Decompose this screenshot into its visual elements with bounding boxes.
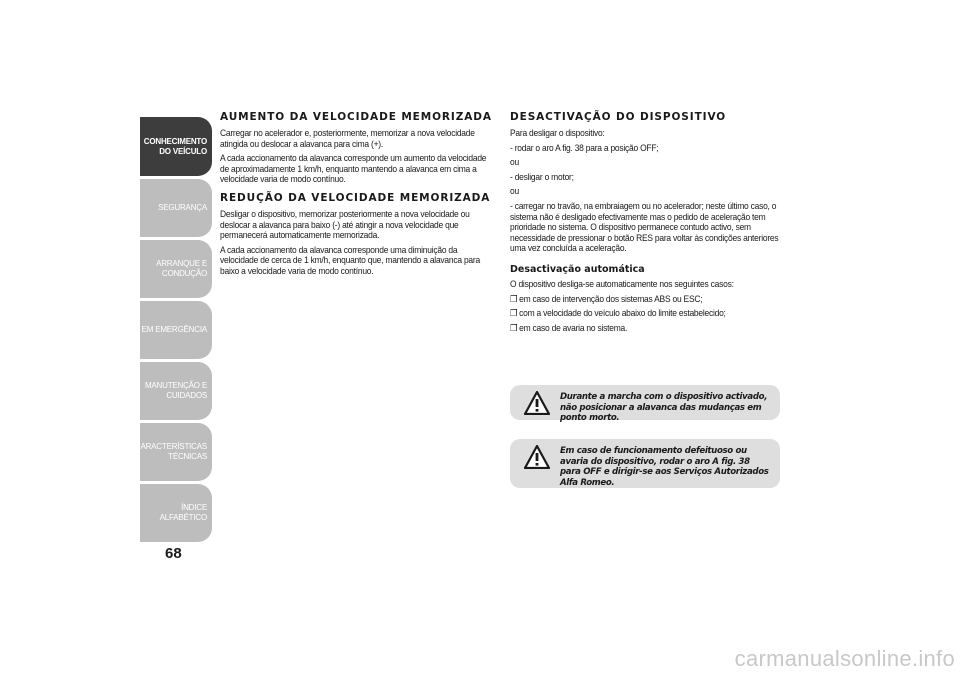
list-item (510, 323, 783, 334)
paragraph: ou (510, 157, 519, 168)
right-column (510, 112, 782, 337)
page-number: 68 (165, 545, 182, 562)
paragraph: - rodar o aro A fig. 38 para a posição OFF; (510, 142, 659, 153)
warning-box (510, 385, 780, 423)
paragraph: Desligar o dispositivo, memorizar posteriormente a nova velocidade ou deslocar a alavanca para baixo (-) até atingir a nova velocidade que permanecerá automaticamente memorizada. (220, 208, 470, 241)
chapter-sidebar (134, 117, 212, 545)
warning-text: Durante a marcha com o dispositivo activado, não posicionar a alavanca das mudanças em ponto morto. (560, 392, 768, 423)
tab-indice-alfabetico[interactable]: ÍNDICE ALFABÉTICO (140, 484, 212, 542)
warning-triangle-icon (524, 391, 550, 415)
checkbox-bullet-icon: ❒ (510, 293, 518, 304)
heading-desactivacao: DESACTIVAÇÃO DO DISPOSITIVO (510, 111, 727, 123)
warning-triangle-icon (524, 445, 550, 469)
subheading-desactivacao-automatica: Desactivação automática (510, 263, 645, 275)
list-item-text: em caso de intervenção dos sistemas ABS ou ESC; (519, 293, 703, 304)
heading-aumento-velocidade: AUMENTO DA VELOCIDADE MEMORIZADA (220, 111, 492, 123)
tab-seguranca[interactable]: SEGURANÇA (140, 179, 212, 237)
heading-reducao-velocidade: REDUÇÃO DA VELOCIDADE MEMORIZADA (220, 191, 491, 204)
tab-em-emergencia[interactable]: EM EMERGÊNCIA (140, 301, 212, 359)
tab-conhecimento-do-veiculo[interactable]: CONHECIMENTO DO VEÍCULO (140, 117, 212, 176)
paragraph: A cada accionamento da alavanca corresponde um aumento da velocidade de aproximadamente 1 km/h, enquanto mantendo a alavanca em cima a velocidade varia de modo contínuo. (220, 153, 487, 185)
warning-text: Em caso de funcionamento defeituoso ou avaria do dispositivo, rodar o aro A fig. 38 para OFF e dirigir-se aos Serviços Autorizados Alfa Romeo. (560, 446, 769, 488)
warning-box (510, 439, 780, 488)
paragraph: ou (510, 186, 519, 197)
list-item-text: em caso de avaria no sistema. (519, 322, 628, 333)
tab-manutencao-e-cuidados[interactable]: MANUTENÇÃO E CUIDADOS (140, 362, 212, 420)
tab-arranque-e-conducao[interactable]: ARRANQUE E CONDUÇÃO (140, 240, 212, 298)
checkbox-bullet-icon: ❒ (510, 308, 518, 319)
tab-caracteristicas-tecnicas[interactable]: CARACTERÍSTICAS TÉCNICAS (140, 423, 212, 481)
paragraph: A cada accionamento da alavanca corresponde uma diminuição da velocidade de cerca de 1 km/h, enquanto que, mantendo a alavanca para baixo a velocidade varia de modo contínuo. (220, 244, 480, 276)
list-item (510, 308, 783, 319)
paragraph: - carregar no travão, na embraiagem ou no acelerador; neste último caso, o sistema não é desligado efectivamente mas o pedido de aceleração tem prioridade no sistema. O dispositivo permanece contudo activo, sem necessidade de pressionar o botão RES para voltar às condições anteriores uma vez concluída a aceleração. (510, 200, 779, 254)
list-item-text: com a velocidade do veículo abaixo do limite estabelecido; (519, 308, 726, 319)
checkbox-bullet-icon: ❒ (510, 322, 518, 333)
paragraph: O dispositivo desliga-se automaticamente nos seguintes casos: (510, 278, 734, 289)
watermark: carmanualsonline.info (734, 646, 955, 671)
left-column (220, 112, 495, 281)
list-item (510, 294, 783, 305)
paragraph: - desligar o motor; (510, 171, 574, 182)
paragraph: Para desligar o dispositivo: (510, 128, 605, 138)
paragraph: Carregar no acelerador e, posteriormente, memorizar a nova velocidade atingida ou deslocar a alavanca para cima (+). (220, 128, 475, 149)
